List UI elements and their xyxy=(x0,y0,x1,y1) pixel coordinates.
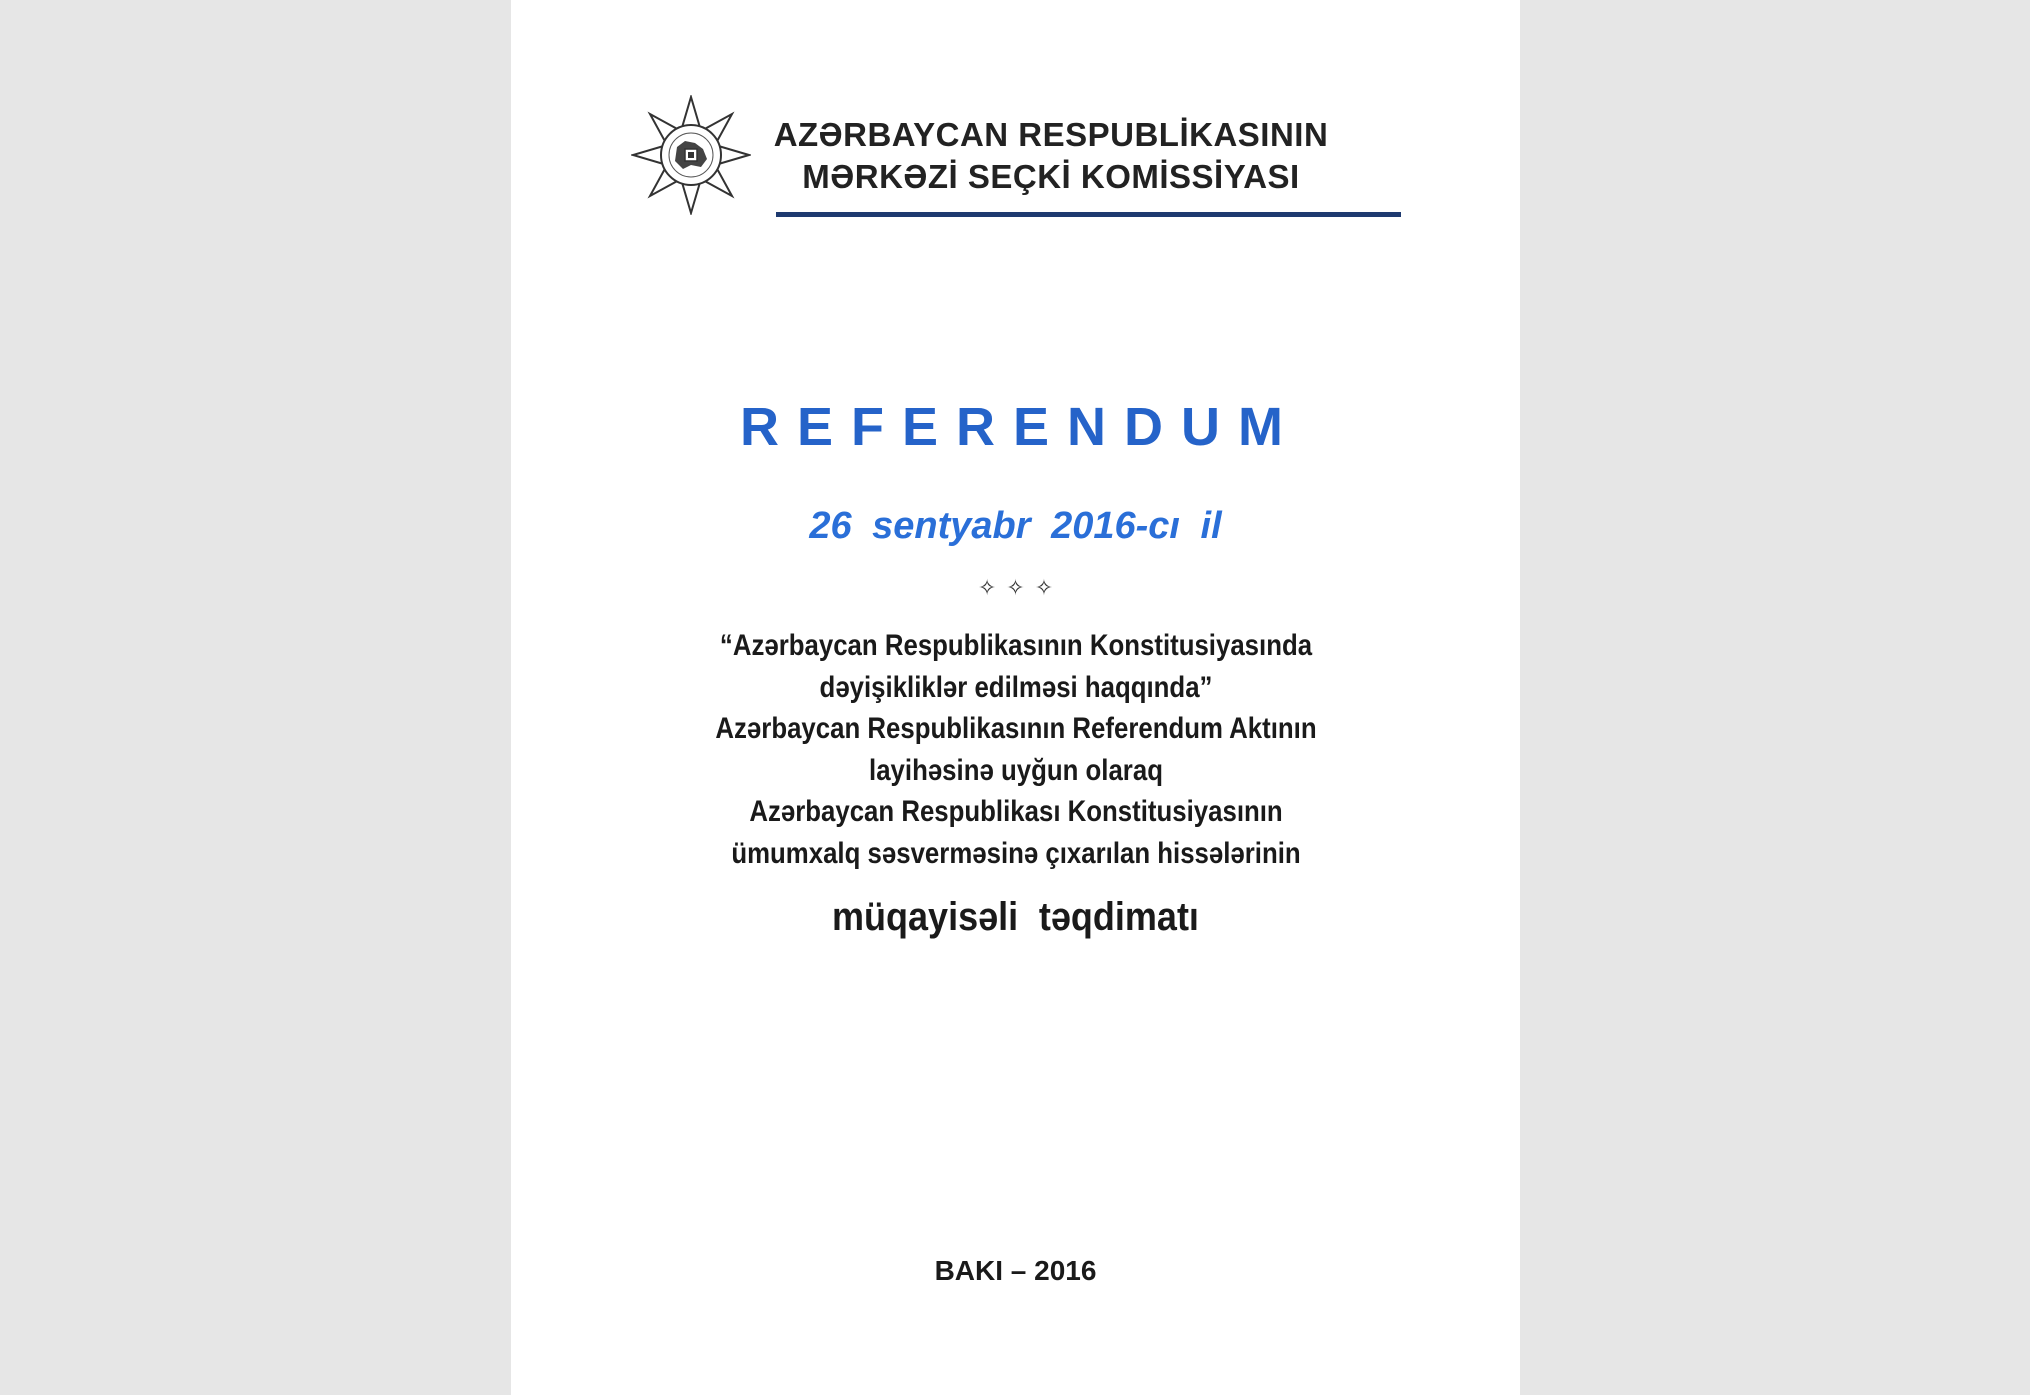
place-and-year: BAKI – 2016 xyxy=(934,1255,1097,1286)
org-name-line-1: AZƏRBAYCAN RESPUBLİKASININ xyxy=(773,116,1329,153)
description-line: layihəsinə uyğun olaraq xyxy=(869,753,1163,787)
ornament-divider: ✧✧✧ xyxy=(977,575,1064,600)
org-name-line-2: MƏRKƏZİ SEÇKİ KOMİSSİYASI xyxy=(802,158,1300,195)
description-line: dəyişikliklər edilməsi haqqında” xyxy=(819,670,1213,704)
referendum-date: 26 sentyabr 2016-cı il xyxy=(809,505,1222,547)
description-line: “Azərbaycan Respublikasının Konstitusiyasında xyxy=(719,629,1313,662)
document-cover-page xyxy=(511,0,1520,1395)
description-line: ümumxalq səsverməsinə çıxarılan hissələrinin xyxy=(731,836,1301,870)
document-description xyxy=(659,625,1373,874)
issuing-organization xyxy=(771,114,1331,198)
document-title: REFERENDUM xyxy=(739,397,1301,457)
description-line: Azərbaycan Respublikası Konstitusiyasının xyxy=(749,795,1283,828)
election-commission-emblem-icon xyxy=(631,95,751,215)
header-divider xyxy=(776,212,1401,217)
description-line: Azərbaycan Respublikasının Referendum Aktının xyxy=(715,712,1317,745)
document-subject: müqayisəli təqdimatı xyxy=(832,895,1199,939)
